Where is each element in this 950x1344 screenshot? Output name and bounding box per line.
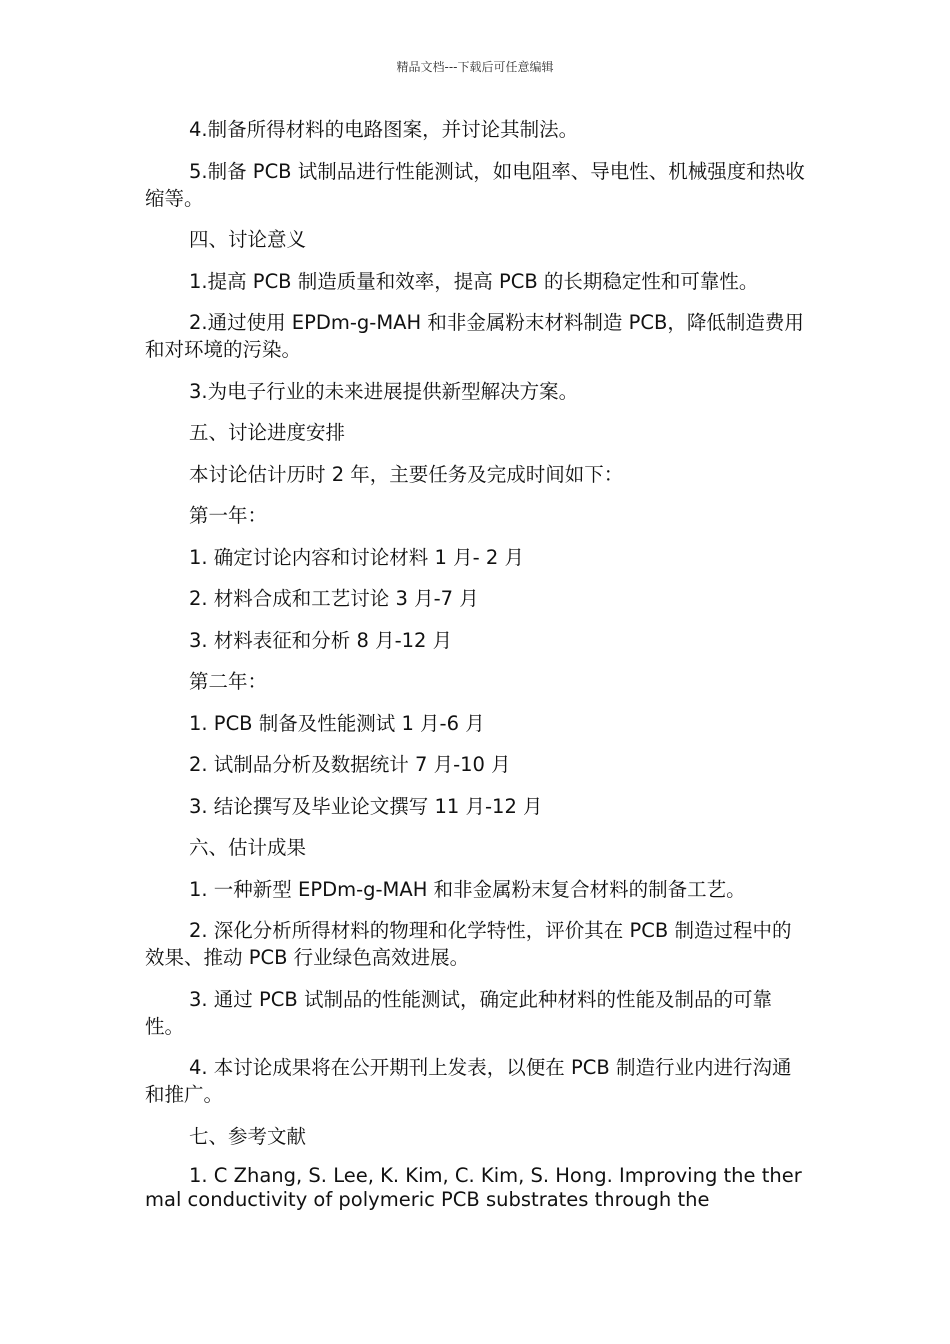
paragraph-outcome-3: 3. 通过 PCB 试制品的性能测试，确定此种材料的性能及制品的可靠性。 — [145, 987, 772, 1038]
page-header: 精品文档---下载后可任意编辑 — [396, 60, 554, 74]
schedule-year-1-item-3: 3. 材料表征和分析 8 月-12 月 — [189, 628, 453, 652]
reference-1: 1. C Zhang, S. Lee, K. Kim, C. Kim, S. Hong. Improving the thermal conductivity of polymeric PCB substrates through the — [145, 1164, 802, 1211]
schedule-year-1-label: 第一年： — [189, 504, 268, 527]
schedule-year-1-item-2: 2. 材料合成和工艺讨论 3 月-7 月 — [189, 587, 479, 610]
paragraph-significance-2: 2.通过使用 EPDm-g-MAH 和非金属粉末材料制造 PCB，降低制造费用和对环境的污染。 — [145, 311, 804, 361]
document-body — [145, 116, 810, 1227]
paragraph-schedule-intro: 本讨论估计历时 2 年，主要任务及完成时间如下： — [189, 462, 624, 486]
paragraph-significance-1: 1.提高 PCB 制造质量和效率，提高 PCB 的长期稳定性和可靠性。 — [189, 269, 759, 293]
paragraph-step-4: 4.制备所得材料的电路图案，并讨论其制法。 — [189, 118, 579, 141]
paragraph-significance-3: 3.为电子行业的未来进展提供新型解决方案。 — [189, 379, 579, 403]
schedule-year-1-item-1: 1. 确定讨论内容和讨论材料 1 月- 2 月 — [189, 545, 524, 569]
schedule-year-2-item-1: 1. PCB 制备及性能测试 1 月-6 月 — [189, 711, 485, 735]
paragraph-outcome-1: 1. 一种新型 EPDm-g-MAH 和非金属粉末复合材料的制备工艺。 — [189, 877, 746, 901]
section-heading-references: 七、参考文献 — [189, 1124, 307, 1148]
section-heading-significance: 四、讨论意义 — [189, 228, 307, 251]
schedule-year-2-label: 第二年： — [189, 670, 268, 693]
section-heading-outcomes: 六、估计成果 — [189, 836, 307, 859]
section-heading-schedule: 五、讨论进度安排 — [189, 421, 346, 444]
paragraph-step-5: 5.制备 PCB 试制品进行性能测试，如电阻率、导电性、机械强度和热收缩等。 — [145, 159, 805, 210]
paragraph-outcome-2: 2. 深化分析所得材料的物理和化学特性，评价其在 PCB 制造过程中的效果、推动 PCB 行业绿色高效进展。 — [145, 919, 792, 969]
schedule-year-2-item-2: 2. 试制品分析及数据统计 7 月-10 月 — [189, 753, 511, 776]
schedule-year-2-item-3: 3. 结论撰写及毕业论文撰写 11 月-12 月 — [189, 794, 543, 818]
paragraph-outcome-4: 4. 本讨论成果将在公开期刊上发表，以便在 PCB 制造行业内进行沟通和推广。 — [145, 1056, 792, 1106]
